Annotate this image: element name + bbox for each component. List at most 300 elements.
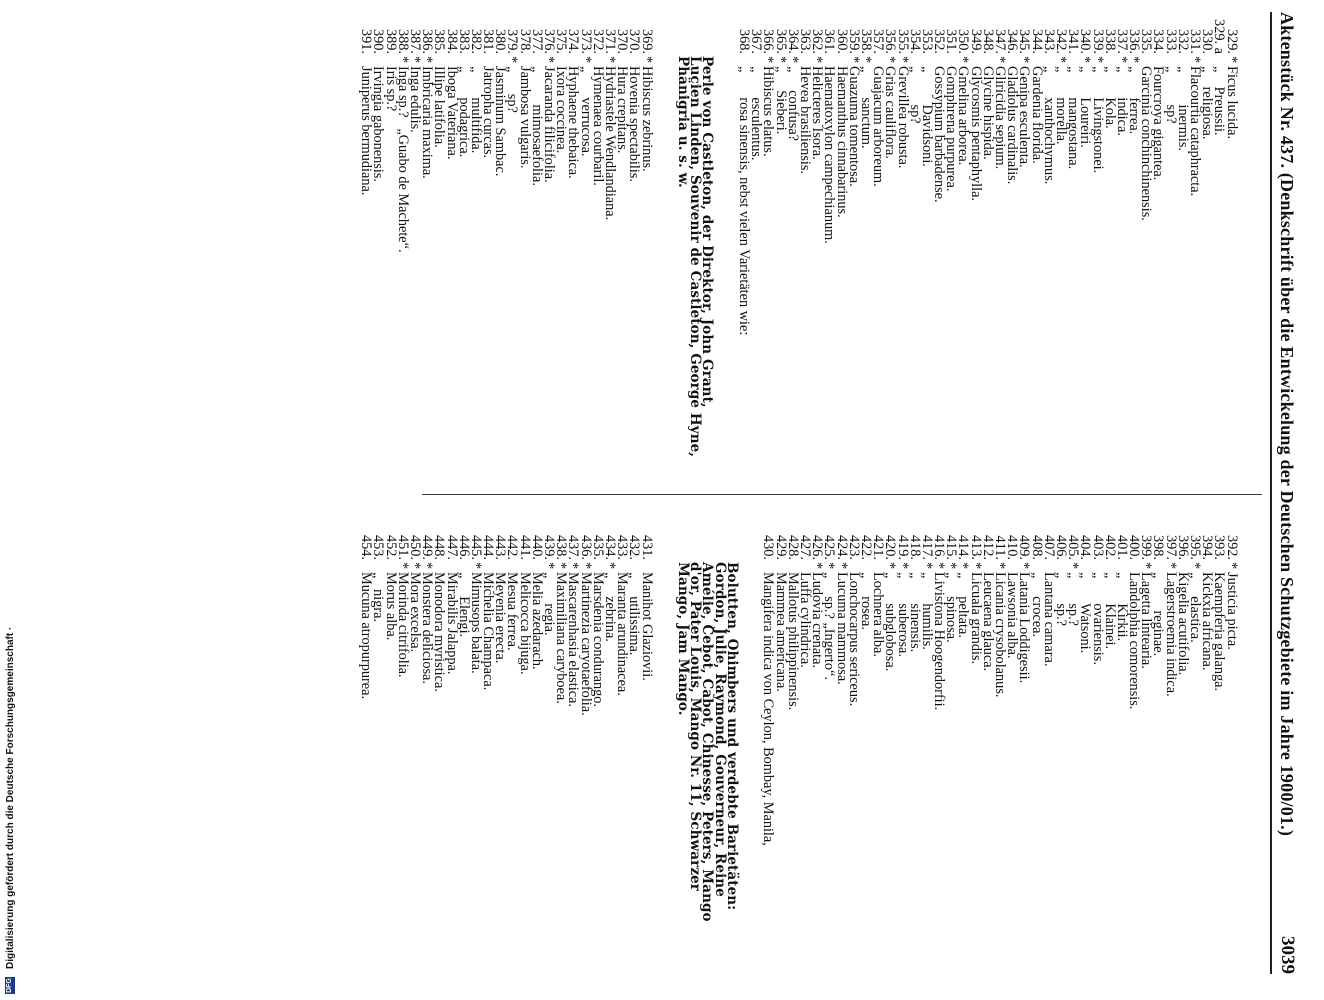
entry-number: 373. xyxy=(577,28,594,54)
entry-name: Hura crepitans. xyxy=(614,66,631,154)
entry-number: 443. xyxy=(492,534,509,560)
list-item xyxy=(443,2,460,488)
entry-mark xyxy=(518,56,530,66)
entry-name: Manihot Glaziovii. xyxy=(638,572,655,681)
entry-number: 360. xyxy=(833,28,850,54)
entry-name: Maranta arundinacea. xyxy=(614,572,631,696)
entry-number: 370. xyxy=(626,28,643,54)
entry-name: „ regia. xyxy=(541,572,558,636)
entry-number: 338. xyxy=(1101,28,1118,54)
entry-number: 330. xyxy=(1199,28,1216,54)
entry-number: 390. xyxy=(370,28,387,54)
entry-name: Mammea americana. xyxy=(772,572,789,692)
entry-name: Glycosmis pentaphylla. xyxy=(967,66,984,202)
entry-mark xyxy=(1152,56,1164,66)
entry-number: 352. xyxy=(931,28,948,54)
entry-number: 384. xyxy=(443,28,460,54)
entry-name: Jambosa vulgaris. xyxy=(516,66,533,169)
entry-number: 434. xyxy=(601,534,618,560)
entry-number: 403. xyxy=(1089,534,1106,560)
page-number: 3039 xyxy=(1277,936,1298,974)
entry-name: „ verrucosa. xyxy=(577,66,594,157)
entry-name: „ sp? xyxy=(504,66,521,113)
entry-number: 372. xyxy=(589,28,606,54)
entry-number: 354. xyxy=(906,28,923,54)
list-item xyxy=(370,508,387,998)
entry-name: Leucaena glauca. xyxy=(979,572,996,672)
entry-number: 350. xyxy=(955,28,972,54)
entry-name: Latania Loddigesii. xyxy=(1016,572,1033,684)
entry-number: 401. xyxy=(1113,534,1130,560)
variety-note-line: Amélie, Cebot, Cabot, Chinesse, Peters, Mango xyxy=(699,562,716,922)
entry-name: „ sinensis. xyxy=(906,572,923,653)
list-item xyxy=(638,2,655,488)
entry-number: 362. xyxy=(809,28,826,54)
entry-mark: * xyxy=(1016,562,1033,570)
entry-mark: * xyxy=(992,56,1009,64)
entry-mark xyxy=(482,56,494,66)
entry-mark xyxy=(787,562,799,572)
entry-number: 452. xyxy=(382,534,399,560)
entry-name: „ Davidsoni. xyxy=(918,66,935,167)
entry-mark xyxy=(628,562,640,572)
entry-mark xyxy=(823,56,835,66)
entry-mark xyxy=(372,562,384,572)
entry-name: „ multifida. xyxy=(467,66,484,154)
entry-mark xyxy=(531,562,543,572)
entry-mark: * xyxy=(943,562,960,570)
entry-name: Morus alba. xyxy=(382,572,399,641)
entry-mark: * xyxy=(1223,56,1240,64)
entry-name: „ xanthochymus. xyxy=(1040,66,1057,185)
variety-note-line: Perle von Castleton, der Direktor, John Grant, xyxy=(699,56,716,408)
entry-number: 415. xyxy=(943,534,960,560)
entry-mark: * xyxy=(955,56,972,64)
entry-name: „ sp.? xyxy=(1065,572,1082,626)
entry-number: 342. xyxy=(1052,28,1069,54)
entry-name: Marsdenia condurango. xyxy=(589,572,606,707)
entry-number: 447. xyxy=(443,534,460,560)
entry-name: „ suberosa. xyxy=(894,572,911,657)
entry-name: „ reginae. xyxy=(1150,572,1167,657)
list-item xyxy=(516,2,533,488)
entry-number: 396. xyxy=(1174,534,1191,560)
entry-number: 368. xyxy=(736,28,753,54)
entry-name: Hevea brasiliensis. xyxy=(797,66,814,174)
entry-name: Hibiscus elatus. xyxy=(760,66,777,157)
entry-name: „ rosea. xyxy=(857,572,874,630)
entry-mark: * xyxy=(809,562,826,570)
entry-number: 453. xyxy=(370,534,387,560)
entry-name: „ mimosaefolia. xyxy=(528,66,545,186)
entry-number: 421. xyxy=(870,534,887,560)
entry-number: 380. xyxy=(492,28,509,54)
entry-name: „ zebrina. xyxy=(601,572,618,642)
list-item xyxy=(1089,2,1106,488)
entry-number: 431. xyxy=(638,534,655,560)
entry-name: Guazuma tomentosa. xyxy=(845,66,862,187)
entry-name: Fourcroya gigantea. xyxy=(1150,66,1167,181)
entry-name: Garcinia conchinchinensis. xyxy=(1138,66,1155,221)
entry-number: 393. xyxy=(1211,534,1228,560)
entry-name: Justicia picta. xyxy=(1223,572,1240,650)
list-item xyxy=(760,2,777,488)
entry-number: 394. xyxy=(1199,534,1216,560)
entry-mark xyxy=(360,56,372,66)
entry-name: Maximiliana caryboea. xyxy=(553,572,570,704)
entry-number: 388. xyxy=(394,28,411,54)
entry-name: „ peltata. xyxy=(955,572,972,638)
list-item xyxy=(1211,508,1228,998)
entry-number: 371. xyxy=(601,28,618,54)
entry-number: 430. xyxy=(760,534,777,560)
entry-name: „ subglobosa. xyxy=(882,572,899,672)
entry-number: 383. xyxy=(455,28,472,54)
entry-name: Illipe latifolia. xyxy=(431,66,448,148)
entry-mark: * xyxy=(857,56,874,64)
entry-number: 392. xyxy=(1223,534,1240,560)
list-item xyxy=(382,508,399,998)
entry-name: Gossypium barbadense. xyxy=(931,66,948,203)
list-item xyxy=(833,508,850,998)
entry-number: 400. xyxy=(1126,534,1143,560)
entry-name: Lantana camara. xyxy=(1040,572,1057,667)
entry-name: Mimusops balata. xyxy=(467,572,484,674)
entry-number: 454. xyxy=(358,534,375,560)
entry-name: Lucuma mammosa. xyxy=(833,572,850,685)
entry-name: Ixora coccinea. xyxy=(553,66,570,154)
entry-mark xyxy=(750,56,762,66)
entry-number: 355. xyxy=(894,28,911,54)
entry-number: 424. xyxy=(833,534,850,560)
entry-mark xyxy=(1177,56,1189,66)
entry-mark xyxy=(1116,562,1128,572)
entry-number: 385. xyxy=(431,28,448,54)
entry-mark xyxy=(458,562,470,572)
entry-number: 446. xyxy=(455,534,472,560)
entry-name: Martinezia caryotaefolia. xyxy=(577,572,594,716)
entry-name: Mesua ferrea. xyxy=(504,572,521,651)
entry-mark xyxy=(1213,562,1225,572)
entry-name: Haemanthus cinnabarinus. xyxy=(833,66,850,218)
entry-mark xyxy=(945,56,957,66)
entry-number: 337. xyxy=(1113,28,1130,54)
entry-name: „ confusa? xyxy=(784,66,801,142)
entry-name: „ sanctum. xyxy=(857,66,874,149)
entry-name: „ podagrica. xyxy=(455,66,472,158)
entry-name: „ morella. xyxy=(1052,66,1069,145)
entry-number: 333. xyxy=(1162,28,1179,54)
variety-note-line: Lucien Linden, Souvenir de Castleton, George Hyne, xyxy=(687,56,704,458)
entry-mark xyxy=(458,56,470,66)
entry-name: „ Kirkii. xyxy=(1113,572,1130,642)
entry-mark: * xyxy=(504,56,521,64)
entry-number: 450. xyxy=(406,534,423,560)
entry-mark: * xyxy=(931,562,948,570)
entry-mark xyxy=(372,56,384,66)
entry-name: „ indica. xyxy=(1113,66,1130,136)
entry-number: 437. xyxy=(565,534,582,560)
entry-mark: * xyxy=(467,562,484,570)
entry-name: Mascarenhasia elastica. xyxy=(565,572,582,707)
entry-mark xyxy=(1164,56,1176,66)
list-item xyxy=(1223,2,1240,488)
entry-name: Kaempferia galanga. xyxy=(1211,572,1228,692)
entry-mark: * xyxy=(638,56,655,64)
entry-number: 361. xyxy=(821,28,838,54)
entry-number: 329. xyxy=(1223,28,1240,54)
entry-name: „ Sieberi. xyxy=(772,66,789,135)
digitization-footer xyxy=(0,0,20,1000)
entry-name: „ ovariensis. xyxy=(1089,572,1106,665)
entry-name: „ spinosa. xyxy=(943,572,960,643)
entry-name: Jatropha curcas. xyxy=(480,66,497,159)
entry-mark: * xyxy=(406,562,423,570)
entry-name: „ crocea. xyxy=(1028,572,1045,638)
entry-name: Michelia Champaca. xyxy=(480,572,497,691)
entry-name: Meyenia erecta. xyxy=(492,572,509,664)
entry-mark: * xyxy=(601,56,618,64)
entry-mark: * xyxy=(882,562,899,570)
entry-name: „ sp.? xyxy=(1052,572,1069,626)
entry-name: Flacourtia cataphracta. xyxy=(1187,66,1204,197)
entry-name: „ sp? xyxy=(906,66,923,124)
entry-mark xyxy=(1104,562,1116,572)
entry-mark: * xyxy=(406,56,423,64)
list-item xyxy=(894,2,911,488)
entry-number: 397. xyxy=(1162,534,1179,560)
entry-number: 347. xyxy=(992,28,1009,54)
entry-number: 344. xyxy=(1028,28,1045,54)
entry-number: 340. xyxy=(1077,28,1094,54)
entry-mark: * xyxy=(1162,562,1179,570)
entry-name: „ Preussii. xyxy=(1211,66,1228,136)
entry-name: Hibiscus zebrinus. xyxy=(638,66,655,172)
entry-mark xyxy=(969,56,981,66)
entry-mark xyxy=(835,56,847,66)
entry-number: 417. xyxy=(918,534,935,560)
list-item xyxy=(565,2,582,488)
entry-number: 413. xyxy=(967,534,984,560)
entry-number: 376. xyxy=(541,28,558,54)
entry-number: 395. xyxy=(1187,534,1204,560)
list-item xyxy=(736,2,753,488)
entry-name: „ Loureiri. xyxy=(1077,66,1094,148)
list-item xyxy=(772,508,789,998)
entry-name: Lagerstroemia indica. xyxy=(1162,572,1179,697)
entry-number: 423. xyxy=(845,534,862,560)
entry-mark xyxy=(384,562,396,572)
entry-number: 358. xyxy=(857,28,874,54)
entry-number: 349. xyxy=(967,28,984,54)
entry-mark xyxy=(1043,562,1055,572)
entry-mark: * xyxy=(1065,562,1082,570)
entry-number: 364. xyxy=(784,28,801,54)
entry-mark xyxy=(738,56,750,66)
entry-number: 407. xyxy=(1040,534,1057,560)
entry-number: 427. xyxy=(797,534,814,560)
entry-mark xyxy=(494,562,506,572)
entry-name: Haematoxylon campechianum. xyxy=(821,66,838,244)
list-item xyxy=(1150,2,1167,488)
entry-number: 346. xyxy=(1004,28,1021,54)
entry-number: 414. xyxy=(955,534,972,560)
entry-mark xyxy=(1030,56,1042,66)
entry-mark xyxy=(799,562,811,572)
entry-number: 440. xyxy=(528,534,545,560)
entry-number: 420. xyxy=(882,534,899,560)
entry-number: 422. xyxy=(857,534,874,560)
entry-mark xyxy=(933,56,945,66)
entry-number: 425. xyxy=(821,534,838,560)
entry-number: 439. xyxy=(541,534,558,560)
entry-name: „ humilis. xyxy=(918,572,935,650)
entry-mark: * xyxy=(833,562,850,570)
list-item xyxy=(821,2,838,488)
entry-name: Mora excelsa. xyxy=(406,572,423,653)
list-item xyxy=(1211,2,1228,488)
entry-mark: * xyxy=(1223,562,1240,570)
entry-mark: * xyxy=(1089,56,1106,64)
entry-number: 335. xyxy=(1138,28,1155,54)
entry-mark xyxy=(518,562,530,572)
left-column xyxy=(336,2,1262,488)
entry-name: Hyphaene thebaica. xyxy=(565,66,582,179)
entry-number: 334. xyxy=(1150,28,1167,54)
entry-number: 343. xyxy=(1040,28,1057,54)
entry-name: Gladiolus cardinalis. xyxy=(1004,66,1021,185)
entry-number: 411. xyxy=(992,535,1009,560)
list-item xyxy=(1028,508,1045,998)
entry-number: 432. xyxy=(626,534,643,560)
entry-name: „ sp.? „Ingerto“. xyxy=(821,572,838,680)
entry-name: „ utilissima. xyxy=(626,572,643,656)
entry-number: 357. xyxy=(870,28,887,54)
entry-number: 435. xyxy=(589,534,606,560)
entry-name: Hydriastele Wendlandiana. xyxy=(601,66,618,221)
variety-note-line: Gordon, Julie, Raymond, Gouverneur, Reine xyxy=(711,562,728,897)
entry-mark: * xyxy=(772,56,789,64)
entry-name: Ficus lucida. xyxy=(1223,66,1240,140)
entry-name: Monstera deliciosa. xyxy=(419,572,436,684)
list-item xyxy=(894,508,911,998)
entry-mark xyxy=(640,562,652,572)
list-item xyxy=(967,2,984,488)
entry-number: 363. xyxy=(797,28,814,54)
entry-name: Gardenia florida. xyxy=(1028,66,1045,164)
list-item xyxy=(638,508,655,998)
entry-mark: * xyxy=(845,56,862,64)
entry-name: Melia azedarach. xyxy=(528,572,545,670)
entry-mark xyxy=(1055,562,1067,572)
entry-number: 408. xyxy=(1028,534,1045,560)
entry-mark: * xyxy=(419,562,436,570)
entry-mark xyxy=(470,56,482,66)
entry-number: 448. xyxy=(431,534,448,560)
entry-number: 331. xyxy=(1187,28,1204,54)
entry-mark xyxy=(1030,562,1042,572)
entry-name: Ludovia crenata. xyxy=(809,572,826,669)
entry-number: 367. xyxy=(748,28,765,54)
entry-number: 374. xyxy=(565,28,582,54)
entry-mark xyxy=(1043,56,1055,66)
entry-mark xyxy=(384,56,396,66)
entry-name: Irvingia gabonensis. xyxy=(370,66,387,182)
entry-name: „ elastica. xyxy=(1187,572,1204,643)
entry-name: Iris sp.? xyxy=(382,66,399,112)
entry-name: „ Elengi. xyxy=(455,572,472,638)
entry-number: 402. xyxy=(1101,534,1118,560)
entry-mark: * xyxy=(1016,56,1033,64)
entry-mark xyxy=(872,562,884,572)
entry-name: Lochnera alba. xyxy=(870,572,887,657)
entry-number: 345. xyxy=(1016,28,1033,54)
entry-name: Licania crysobolanus. xyxy=(992,572,1009,698)
entry-name: Lagetta lintearia. xyxy=(1138,572,1155,669)
entry-number: 341. xyxy=(1065,28,1082,54)
entry-mark: * xyxy=(1052,56,1069,64)
entry-number: 382. xyxy=(467,28,484,54)
entry-mark: * xyxy=(760,56,777,64)
entry-mark: * xyxy=(894,56,911,64)
entry-mark: * xyxy=(553,562,570,570)
entry-mark: * xyxy=(784,56,801,64)
entry-name: Grevillea robusta. xyxy=(894,66,911,169)
list-item xyxy=(821,508,838,998)
entry-name: „ esculentus. xyxy=(748,66,765,161)
list-item xyxy=(760,508,777,998)
list-item xyxy=(1162,508,1179,998)
entry-mark xyxy=(628,56,640,66)
entry-mark: * xyxy=(394,56,411,64)
entry-name: Hymenaea courbaril. xyxy=(589,66,606,186)
entry-number: 419. xyxy=(894,534,911,560)
entry-name: Licuala grandis. xyxy=(967,572,984,665)
entry-number: 359. xyxy=(845,28,862,54)
list-item xyxy=(577,2,594,488)
entry-mark: * xyxy=(894,562,911,570)
list-item xyxy=(955,508,972,998)
entry-number: 387. xyxy=(406,28,423,54)
entry-number: 429. xyxy=(772,534,789,560)
entry-number: 356. xyxy=(882,28,899,54)
entry-mark xyxy=(1213,56,1225,66)
entry-number: 389. xyxy=(382,28,399,54)
entry-number: 451. xyxy=(394,534,411,560)
entry-number: 329. a xyxy=(1211,19,1228,54)
list-item xyxy=(833,2,850,488)
list-item xyxy=(358,508,375,998)
entry-name: Iboga Vateriana. xyxy=(443,66,460,160)
entry-mark xyxy=(860,562,872,572)
entry-number: 339. xyxy=(1089,28,1106,54)
entry-name: Lonchocarpus sericeus. xyxy=(845,572,862,707)
entry-mark xyxy=(1128,562,1140,572)
entry-number: 365. xyxy=(772,28,789,54)
entry-name: Morinda citrifolia. xyxy=(394,572,411,678)
entry-name: Kickxia africana. xyxy=(1199,572,1216,671)
list-item xyxy=(967,508,984,998)
list-item xyxy=(504,508,521,998)
entry-number: 412. xyxy=(979,534,996,560)
entry-name: Gmelina arborea. xyxy=(955,66,972,166)
entry-name: Luffa cylindrica. xyxy=(797,572,814,668)
entry-name: „ Kola. xyxy=(1101,66,1118,129)
list-item xyxy=(443,508,460,998)
entry-name: „ Watsoni. xyxy=(1077,572,1094,654)
entry-number: 336. xyxy=(1126,28,1143,54)
entry-number: 416. xyxy=(931,534,948,560)
